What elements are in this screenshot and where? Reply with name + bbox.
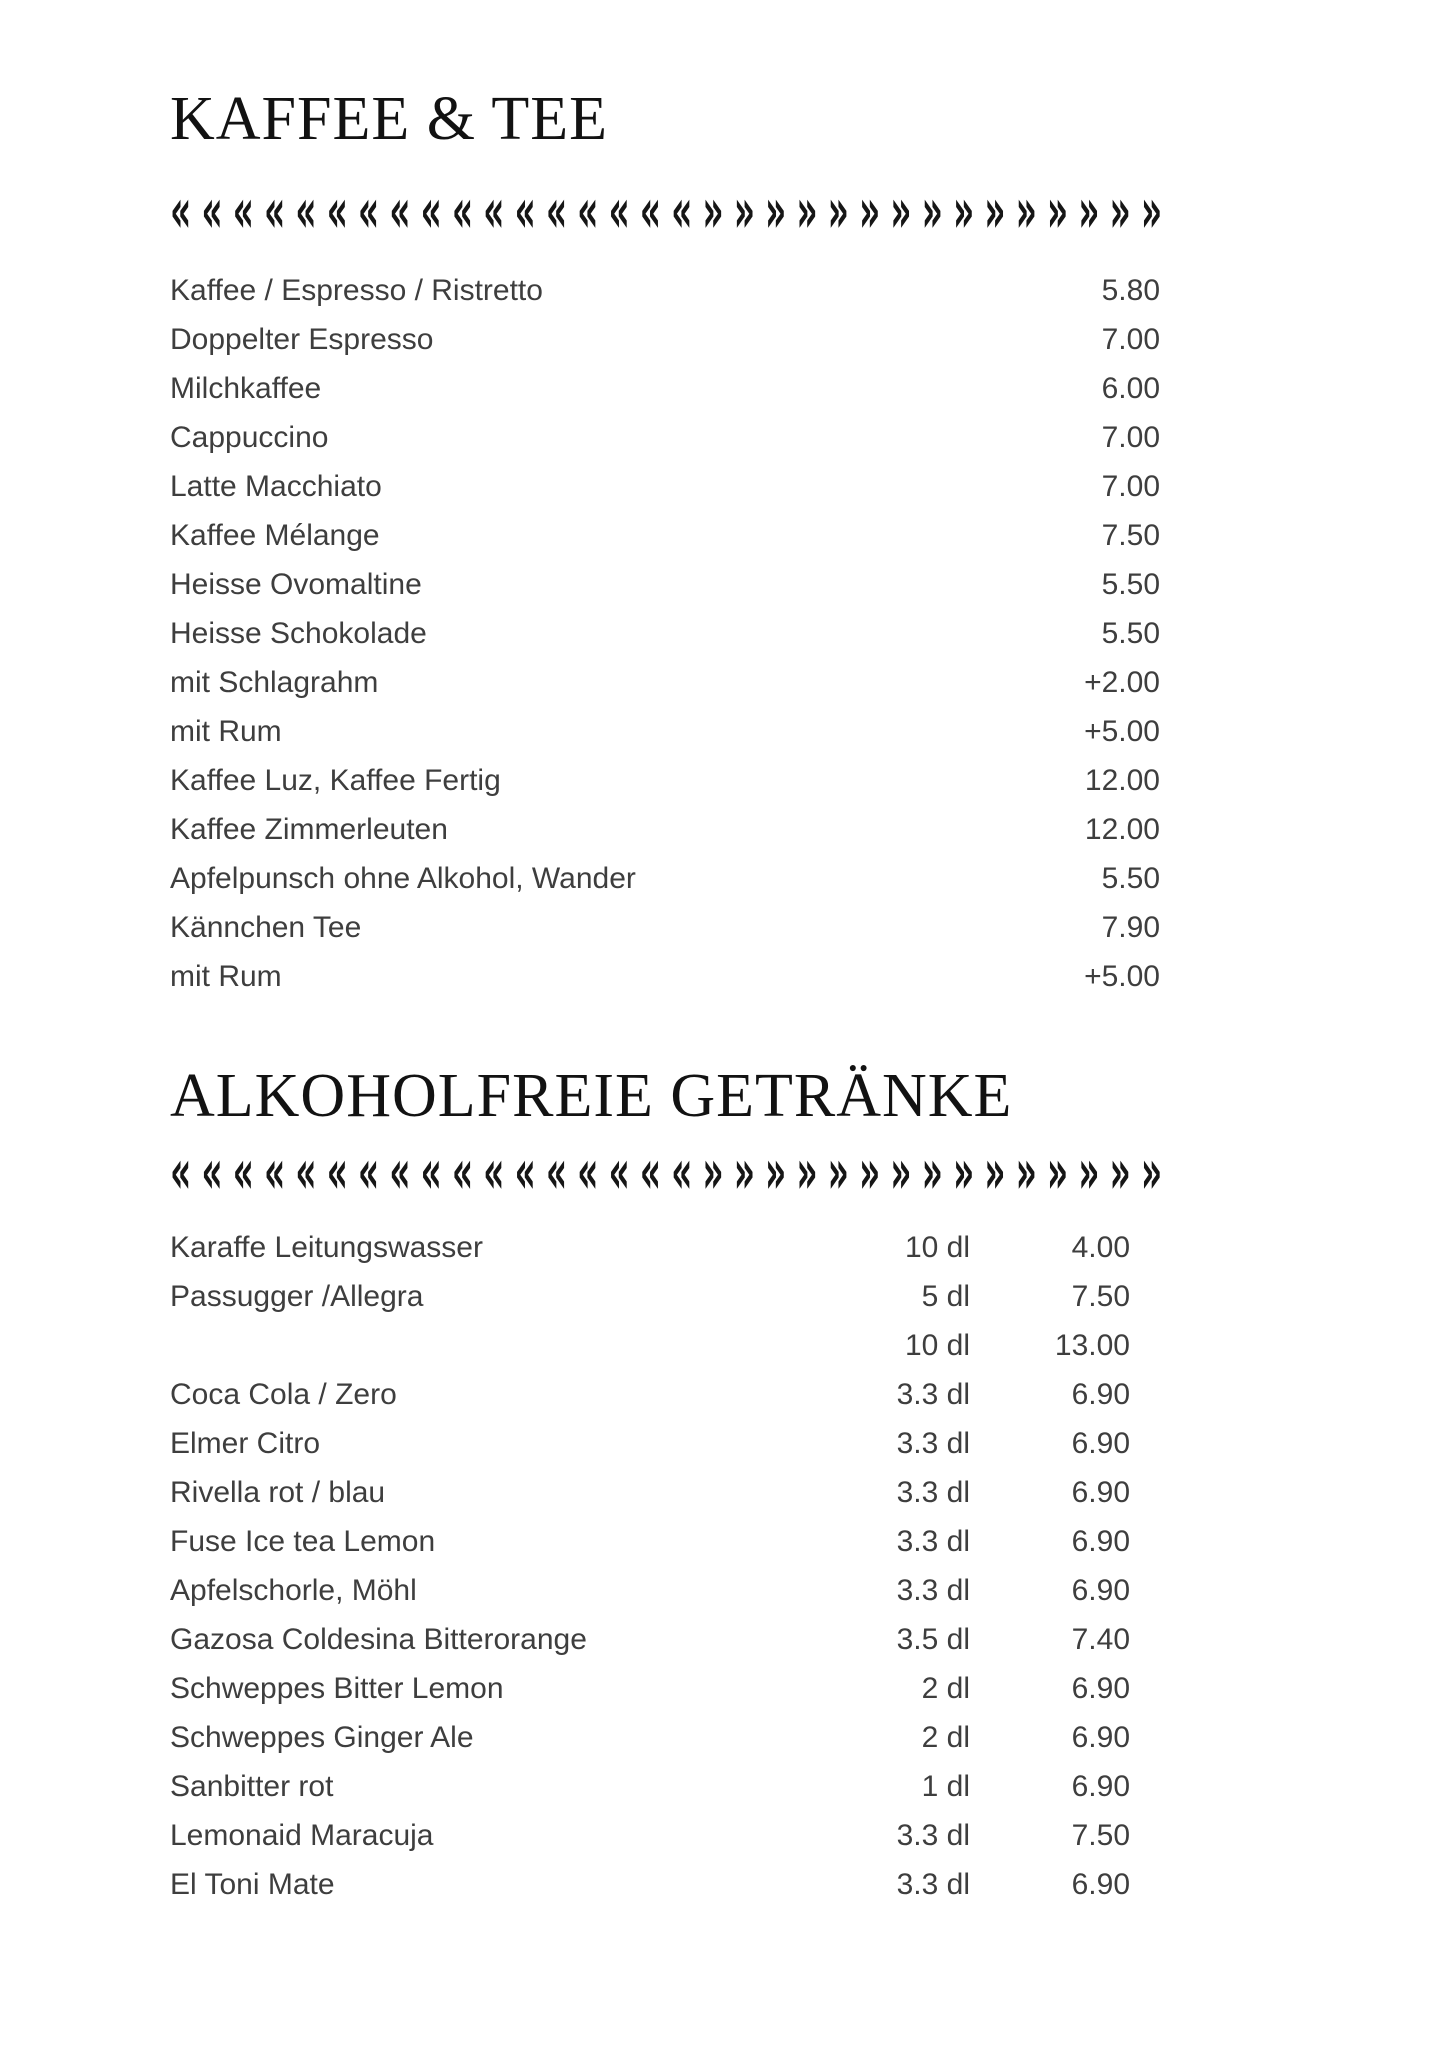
item-price: 7.50 <box>1071 1819 1130 1852</box>
menu-item-row <box>170 266 1160 315</box>
item-name: Kaffee Mélange <box>170 519 380 552</box>
menu-item-row <box>170 1517 1160 1566</box>
item-price: 7.50 <box>1071 1280 1130 1313</box>
menu-item-row <box>170 511 1160 560</box>
section-title-alkoholfreie-getraenke: ALKOHOLFREIE GETRÄNKE <box>170 1062 1013 1130</box>
menu-item-row <box>170 1762 1160 1811</box>
item-price: 6.90 <box>1071 1574 1130 1607</box>
item-volume: 3.3 dl <box>896 1476 970 1509</box>
item-price: 6.90 <box>1071 1868 1130 1901</box>
item-price: +5.00 <box>1084 715 1160 748</box>
item-price: 7.00 <box>1101 421 1160 454</box>
item-price: 6.90 <box>1071 1378 1130 1411</box>
item-name: Latte Macchiato <box>170 470 382 503</box>
item-price: 6.90 <box>1071 1770 1130 1803</box>
item-name: Doppelter Espresso <box>170 323 434 356</box>
chevron-divider-glyphs: «««««««««««««««««»»»»»»»»»»»»»»» <box>170 173 1173 248</box>
item-volume: 3.3 dl <box>896 1378 970 1411</box>
item-price: 5.50 <box>1101 617 1160 650</box>
item-price: 6.90 <box>1071 1427 1130 1460</box>
item-name: Cappuccino <box>170 421 329 454</box>
menu-item-row <box>170 1419 1160 1468</box>
menu-item-row <box>170 658 1160 707</box>
menu-item-row <box>170 1321 1160 1370</box>
item-price: 5.50 <box>1101 862 1160 895</box>
item-volume: 5 dl <box>921 1280 970 1313</box>
item-name: Fuse Ice tea Lemon <box>170 1525 436 1558</box>
item-name: Heisse Schokolade <box>170 617 427 650</box>
item-price: 7.00 <box>1101 323 1160 356</box>
menu-item-row <box>170 1860 1160 1909</box>
menu-item-row <box>170 707 1160 756</box>
item-price: 5.80 <box>1101 274 1160 307</box>
item-name: Kännchen Tee <box>170 911 362 944</box>
alkoholfreie-getraenke-item-list <box>170 1223 1160 1909</box>
menu-item-row <box>170 560 1160 609</box>
menu-item-row <box>170 1811 1160 1860</box>
kaffee-tee-item-list <box>170 266 1160 1001</box>
item-price: +5.00 <box>1084 960 1160 993</box>
item-name: Karaffe Leitungswasser <box>170 1231 483 1264</box>
item-price: 6.90 <box>1071 1476 1130 1509</box>
item-volume: 3.5 dl <box>896 1623 970 1656</box>
item-price: +2.00 <box>1084 666 1160 699</box>
menu-item-row <box>170 1223 1160 1272</box>
item-name: Lemonaid Maracuja <box>170 1819 434 1852</box>
item-name: Milchkaffee <box>170 372 322 405</box>
item-name: mit Rum <box>170 960 282 993</box>
item-volume: 1 dl <box>921 1770 970 1803</box>
item-name: Kaffee Zimmerleuten <box>170 813 448 846</box>
item-price: 5.50 <box>1101 568 1160 601</box>
chevron-divider <box>170 1134 1173 1209</box>
item-volume: 3.3 dl <box>896 1819 970 1852</box>
item-price: 6.90 <box>1071 1721 1130 1754</box>
item-price: 6.90 <box>1071 1672 1130 1705</box>
menu-item-row <box>170 1272 1160 1321</box>
item-name: Sanbitter rot <box>170 1770 334 1803</box>
menu-item-row <box>170 952 1160 1001</box>
item-name: Passugger /Allegra <box>170 1280 424 1313</box>
item-name: Coca Cola / Zero <box>170 1378 397 1411</box>
chevron-divider <box>170 173 1173 248</box>
menu-item-row <box>170 1713 1160 1762</box>
menu-item-row <box>170 1468 1160 1517</box>
item-volume: 10 dl <box>904 1329 970 1362</box>
item-name: Schweppes Bitter Lemon <box>170 1672 504 1705</box>
menu-item-row <box>170 805 1160 854</box>
item-name: Elmer Citro <box>170 1427 321 1460</box>
menu-item-row <box>170 1566 1160 1615</box>
menu-item-row <box>170 413 1160 462</box>
item-volume: 10 dl <box>904 1231 970 1264</box>
item-price: 6.90 <box>1071 1525 1130 1558</box>
menu-item-row <box>170 462 1160 511</box>
item-name: Kaffee / Espresso / Ristretto <box>170 274 543 307</box>
menu-content <box>170 85 1173 1909</box>
item-volume: 2 dl <box>921 1721 970 1754</box>
item-name: Gazosa Coldesina Bitterorange <box>170 1623 587 1656</box>
item-name: Apfelpunsch ohne Alkohol, Wander <box>170 862 636 895</box>
item-name: mit Schlagrahm <box>170 666 379 699</box>
item-name: El Toni Mate <box>170 1868 335 1901</box>
menu-item-row <box>170 364 1160 413</box>
item-price: 12.00 <box>1084 764 1160 797</box>
item-volume: 3.3 dl <box>896 1574 970 1607</box>
menu-item-row <box>170 315 1160 364</box>
item-price: 12.00 <box>1084 813 1160 846</box>
chevron-divider-glyphs: «««««««««««««««««»»»»»»»»»»»»»»» <box>170 1134 1173 1209</box>
item-name: Kaffee Luz, Kaffee Fertig <box>170 764 501 797</box>
item-price: 7.50 <box>1101 519 1160 552</box>
item-name: Schweppes Ginger Ale <box>170 1721 474 1754</box>
menu-item-row <box>170 1664 1160 1713</box>
item-name: Rivella rot / blau <box>170 1476 386 1509</box>
item-price: 7.90 <box>1101 911 1160 944</box>
item-price: 6.00 <box>1101 372 1160 405</box>
item-price: 13.00 <box>1054 1329 1130 1362</box>
item-price: 7.40 <box>1071 1623 1130 1656</box>
item-volume: 3.3 dl <box>896 1427 970 1460</box>
item-volume: 3.3 dl <box>896 1868 970 1901</box>
item-name: Apfelschorle, Möhl <box>170 1574 417 1607</box>
item-name: Heisse Ovomaltine <box>170 568 422 601</box>
menu-item-row <box>170 1615 1160 1664</box>
menu-item-row <box>170 609 1160 658</box>
menu-item-row <box>170 854 1160 903</box>
menu-item-row <box>170 756 1160 805</box>
section-title-kaffee-tee: KAFFEE & TEE <box>170 85 608 153</box>
item-price: 7.00 <box>1101 470 1160 503</box>
item-volume: 3.3 dl <box>896 1525 970 1558</box>
item-name: mit Rum <box>170 715 282 748</box>
menu-item-row <box>170 1370 1160 1419</box>
menu-item-row <box>170 903 1160 952</box>
item-volume: 2 dl <box>921 1672 970 1705</box>
item-price: 4.00 <box>1071 1231 1130 1264</box>
